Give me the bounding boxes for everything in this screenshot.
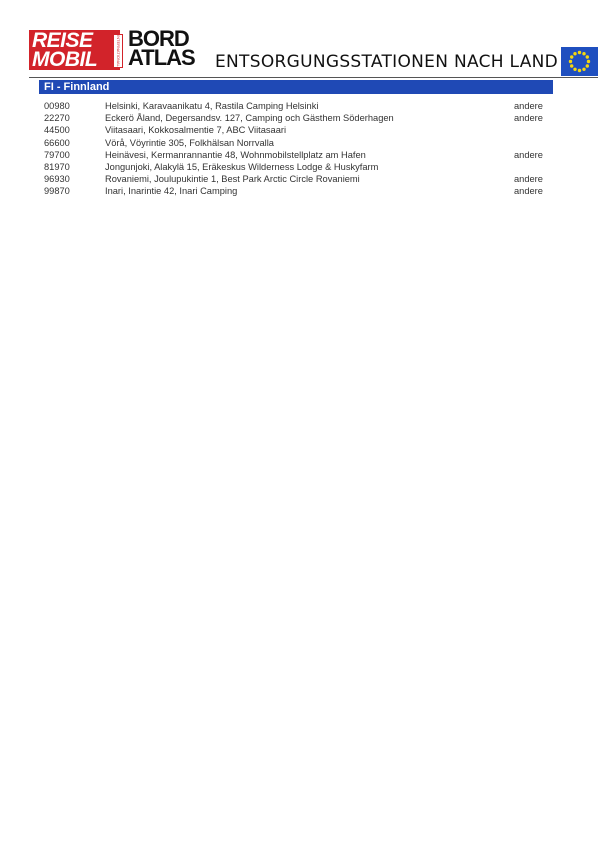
postal-code: 99870 [44,186,70,197]
postal-code: 00980 [44,101,70,111]
postal-code: 66600 [44,137,70,148]
flag-star [586,64,589,67]
station-type: andere [514,113,543,124]
station-address: Heinävesi, Kermanrannantie 48, Wohnmobilstellplatz am Hafen [105,149,366,160]
header-divider [29,77,598,78]
list-item [44,161,564,173]
postal-code: 96930 [44,174,70,185]
station-address: Rovaniemi, Joulupukintie 1, Best Park Arctic Circle Rovaniemi [105,174,360,185]
flag-star [582,68,585,71]
flag-star [578,69,581,72]
logo-international-text: INTERNATIONAL [113,34,123,68]
postal-code: 44500 [44,125,70,136]
flag-star [578,51,581,54]
list-item [44,173,564,185]
page-title: ENTSORGUNGSSTATIONEN NACH LAND [215,52,559,72]
list-item [44,149,564,161]
station-address: Inari, Inarintie 42, Inari Camping [105,186,238,197]
list-item [44,100,564,112]
reise-mobil-logo [29,30,120,70]
station-type: andere [514,101,543,111]
flag-star [586,55,589,58]
station-type: andere [514,186,543,197]
flag-star [570,64,573,67]
list-item [44,124,564,136]
station-address: Viitasaari, Kokkosalmentie 7, ABC Viitasaari [105,125,287,136]
logo-reise-text: REISE [32,29,93,52]
flag-star [573,68,576,71]
station-type: andere [514,149,543,160]
flag-star [582,52,585,55]
section-header: FI - Finnland [39,80,553,94]
bord-atlas-logo [128,26,202,71]
flag-star [570,55,573,58]
station-list [44,100,564,198]
logo-atlas-text: ATLAS [128,45,195,70]
list-item [44,137,564,149]
postal-code: 81970 [44,161,70,172]
eu-flag-icon [561,47,598,76]
logo-mobil-text: MOBIL [32,48,98,71]
flag-star [569,60,572,63]
logo-bord-text: BORD [128,26,189,51]
station-address: Vörå, Vöyrintie 305, Folkhälsan Norrvalla [105,137,274,148]
station-address: Jongunjoki, Alakylä 15, Eräkeskus Wilderness Lodge & Huskyfarm [105,161,379,172]
flag-star [587,60,590,63]
postal-code: 79700 [44,149,70,160]
station-address: Eckerö Åland, Degersandsv. 127, Camping och Gästhem Söderhagen [105,113,394,124]
flag-star [573,52,576,55]
list-item [44,185,564,197]
station-type: andere [514,174,543,185]
postal-code: 22270 [44,113,70,124]
station-address: Helsinki, Karavaanikatu 4, Rastila Camping Helsinki [105,101,319,111]
list-item [44,112,564,124]
